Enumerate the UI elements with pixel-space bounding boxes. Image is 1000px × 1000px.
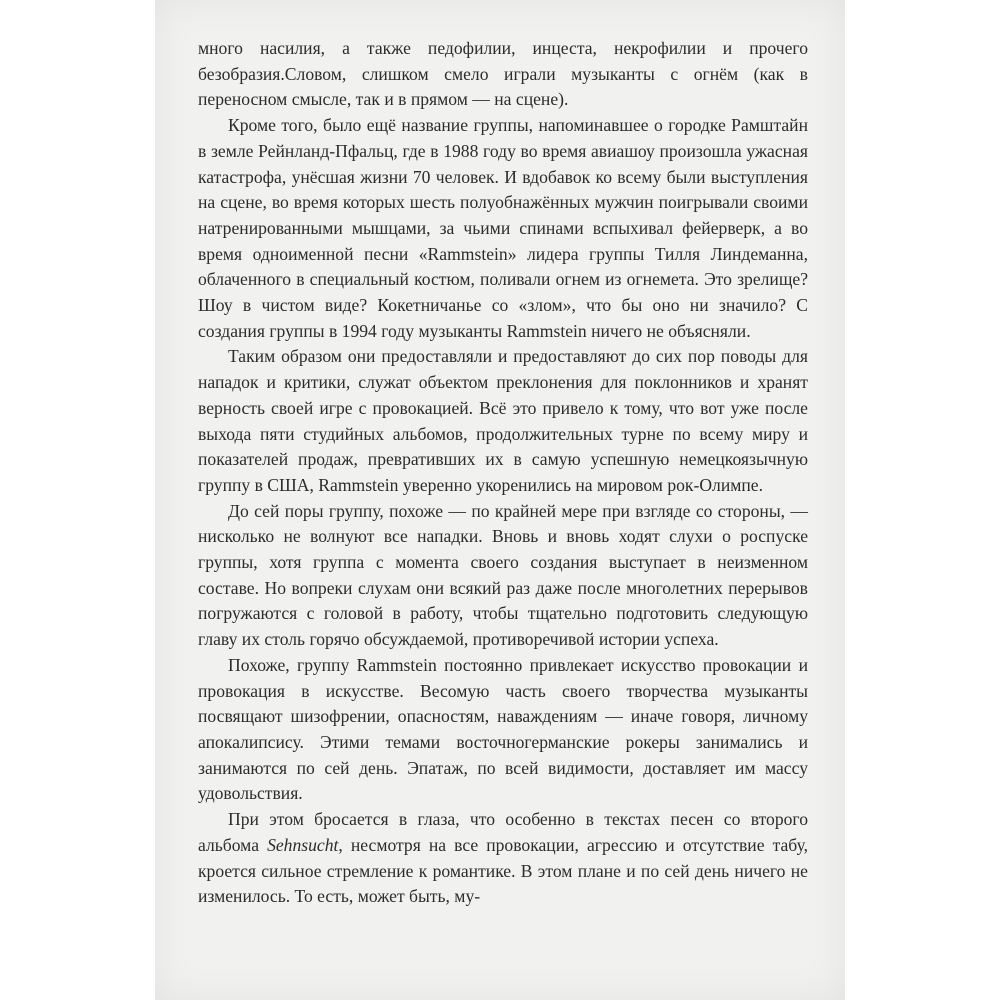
paragraph-5: Похоже, группу Rammstein постоянно привлекает искусство провокации и провокация в искусстве. Весомую часть своего творчества музыканты посвящают шизофрении, опасностям, наваждениям — иначе говоря, личному апокалипсису. Этими темами восточногерманские рокеры занимались и занимаются по сей день. Эпатаж, по всей видимости, доставляет им массу удовольствия.: [198, 654, 808, 804]
paragraph-1: много насилия, а также педофилии, инцеста, некрофилии и прочего безобразия.Словом, слишком смело играли музыканты с огнём (как в переносном смысле, так и в прямом — на сцене).: [198, 38, 808, 110]
page-text: [198, 36, 808, 910]
paragraph-2: Кроме того, было ещё название группы, напоминавшее о городке Рамштайн в земле Рейнланд-Пфальц, где в 1988 году во время авиашоу произошла ужасная катастрофа, унёсшая жизни 70 человек. И вдобавок ко всему были выступления на сцене, во время которых шесть полуобнажённых мужчин поигрывали своими натренированными мышцами, за чьими спинами вспыхивал фейерверк, а во время одноименной песни «Rammstein» лидера группы Тилля Линдеманна, облаченного в специальный костюм, поливали огнем из огнемета. Это зрелище? Шоу в чистом виде? Кокетничанье со «злом», что бы оно ни значило? С создания группы в 1994 году музыканты Rammstein ничего не объясняли.: [198, 115, 808, 341]
paragraph-3: Таким образом они предоставляли и предоставляют до сих пор поводы для нападок и критики, служат объектом преклонения для поклонников и хранят верность своей игре с провокацией. Всё это привело к тому, что вот уже после выхода пяти студийных альбомов, продолжительных турне по всему миру и показателей продаж, превративших их в самую успешную немецкоязычную группу в США, Rammstein уверенно укоренились на мировом рок-Олимпе.: [198, 346, 808, 495]
paragraph-6-start: При этом бросается в глаза, что особенно в текстах песен со второго альбома: [198, 809, 808, 855]
paragraph-6: [198, 807, 808, 910]
paragraph-6-end: , несмотря на все провокации, агрессию и отсутствие табу, кроется сильное стремление к романтике. В этом плане и по сей день ничего не изменилось. То есть, может быть, му-: [198, 834, 809, 907]
paragraph-4: До сей поры группу, похоже — по крайней мере при взгляде со стороны, — нисколько не волнуют все нападки. Вновь и вновь ходят слухи о роспуске группы, хотя группа с момента своего создания выступает в неизменном составе. Но вопреки слухам они всякий раз даже после многолетних перерывов погружаются с головой в работу, чтобы тщательно подготовить следующую главу их столь горячо обсуждаемой, противоречивой истории успеха.: [198, 500, 808, 650]
book-page: [155, 0, 845, 1000]
album-title: Sehnsucht: [267, 834, 339, 855]
